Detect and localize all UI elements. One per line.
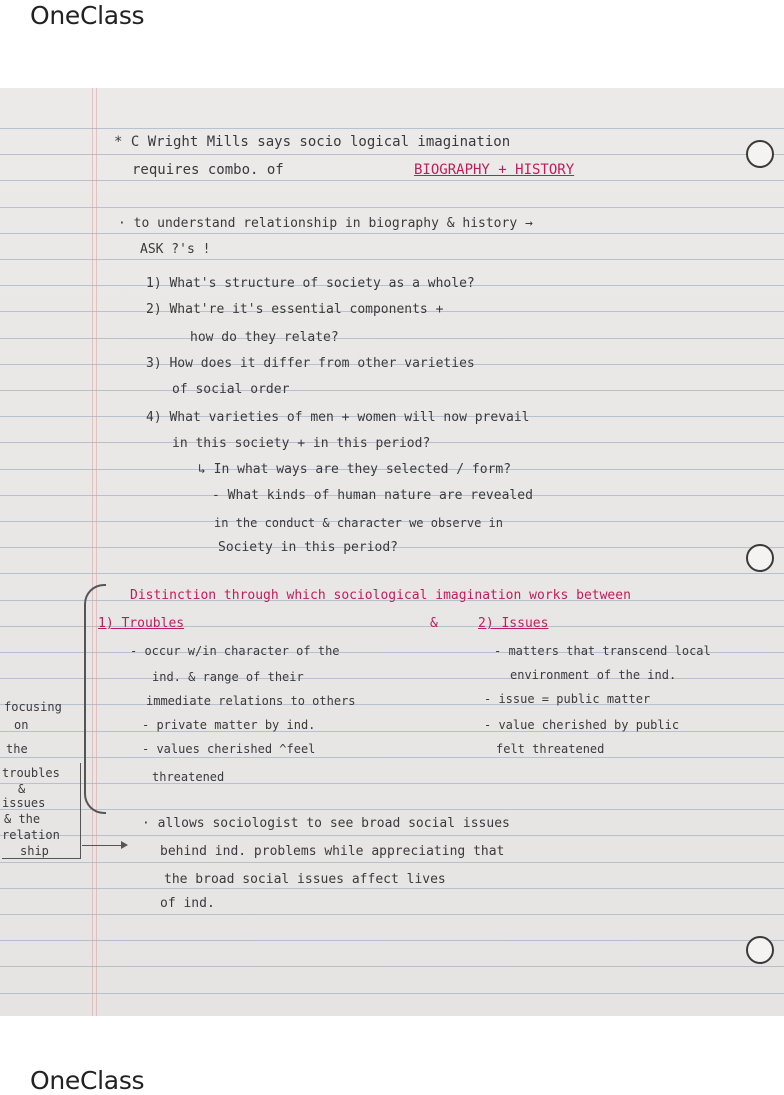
binder-hole-top — [746, 140, 774, 168]
distinction-heading: Distinction through which sociological imagination works between — [130, 588, 631, 603]
ruled-line — [0, 259, 784, 260]
ruled-line — [0, 180, 784, 181]
ruled-line — [0, 888, 784, 889]
question-line: 4) What varieties of men + women will now prevail — [146, 410, 530, 425]
arrow-icon — [82, 845, 126, 846]
question-line: 3) How does it differ from other varieties — [146, 356, 475, 371]
issues-line: - value cherished by public — [484, 718, 680, 732]
allows-line: · allows sociologist to see broad social issues — [142, 816, 510, 831]
mills-line-2: requires combo. of — [132, 162, 284, 178]
question-line: in the conduct & character we observe in — [214, 516, 503, 530]
ruled-line — [0, 757, 784, 758]
curly-brace — [84, 584, 106, 814]
ruled-line — [0, 390, 784, 391]
ruled-line — [0, 128, 784, 129]
ruled-line — [0, 704, 784, 705]
oneclass-logo-bottom: OneClass — [30, 1066, 145, 1095]
and-symbol: & — [430, 616, 438, 631]
notebook-page-photo — [0, 88, 784, 1016]
side-note-line: & — [18, 782, 26, 796]
troubles-line: - occur w/in character of the — [130, 644, 340, 658]
understand-line: · to understand relationship in biography & history → — [118, 216, 533, 231]
troubles-line: - values cherished ^feel — [142, 742, 316, 756]
ruled-line — [0, 783, 784, 784]
side-note-line: ship — [20, 844, 49, 858]
question-line: of social order — [172, 382, 290, 397]
ruled-line — [0, 993, 784, 994]
question-line: ↳ In what ways are they selected / form? — [198, 462, 512, 477]
biography-history-highlight: BIOGRAPHY + HISTORY — [414, 162, 575, 178]
question-line: Society in this period? — [218, 540, 399, 555]
ruled-line — [0, 573, 784, 574]
ruled-line — [0, 966, 784, 967]
side-note-line: focusing — [4, 700, 62, 714]
question-line: 2) What're it's essential components + — [146, 302, 444, 317]
issues-line: - matters that transcend local — [494, 644, 711, 658]
issues-line: felt threatened — [496, 742, 605, 756]
ruled-line — [0, 914, 784, 915]
allows-line: of ind. — [160, 896, 215, 911]
side-note-line: the — [6, 742, 28, 756]
ruled-line — [0, 338, 784, 339]
ruled-line — [0, 862, 784, 863]
ruled-line — [0, 207, 784, 208]
question-line: - What kinds of human nature are revealed — [212, 488, 533, 503]
allows-line: behind ind. problems while appreciating that — [160, 844, 505, 859]
question-line: 1) What's structure of society as a whole? — [146, 276, 475, 291]
side-note-line: & the — [4, 812, 41, 826]
troubles-line: ind. & range of their — [152, 670, 304, 684]
question-line: in this society + in this period? — [172, 436, 431, 451]
ruled-line — [0, 940, 784, 941]
margin-line-2 — [96, 88, 97, 1016]
allows-line: the broad social issues affect lives — [164, 872, 446, 887]
side-note-line: issues — [2, 796, 46, 810]
ruled-line — [0, 809, 784, 810]
troubles-line: threatened — [152, 770, 225, 784]
question-line: how do they relate? — [190, 330, 339, 345]
issues-label: 2) Issues — [478, 616, 549, 631]
issues-line: - issue = public matter — [484, 692, 651, 706]
side-note-line: troubles — [2, 766, 60, 780]
mills-line-1: * C Wright Mills says socio logical imagination — [114, 134, 511, 150]
side-note-line: relation — [2, 828, 60, 842]
troubles-label: 1) Troubles — [98, 616, 185, 631]
ruled-line — [0, 154, 784, 155]
troubles-line: immediate relations to others — [146, 694, 356, 708]
troubles-line: - private matter by ind. — [142, 718, 316, 732]
ruled-line — [0, 233, 784, 234]
issues-line: environment of the ind. — [510, 668, 677, 682]
margin-line — [92, 88, 93, 1016]
ask-line: ASK ?'s ! — [140, 242, 211, 257]
ruled-line — [0, 835, 784, 836]
side-note-line: on — [14, 718, 29, 732]
binder-hole-middle — [746, 544, 774, 572]
binder-hole-bottom — [746, 936, 774, 964]
oneclass-logo-top: OneClass — [30, 1, 145, 30]
